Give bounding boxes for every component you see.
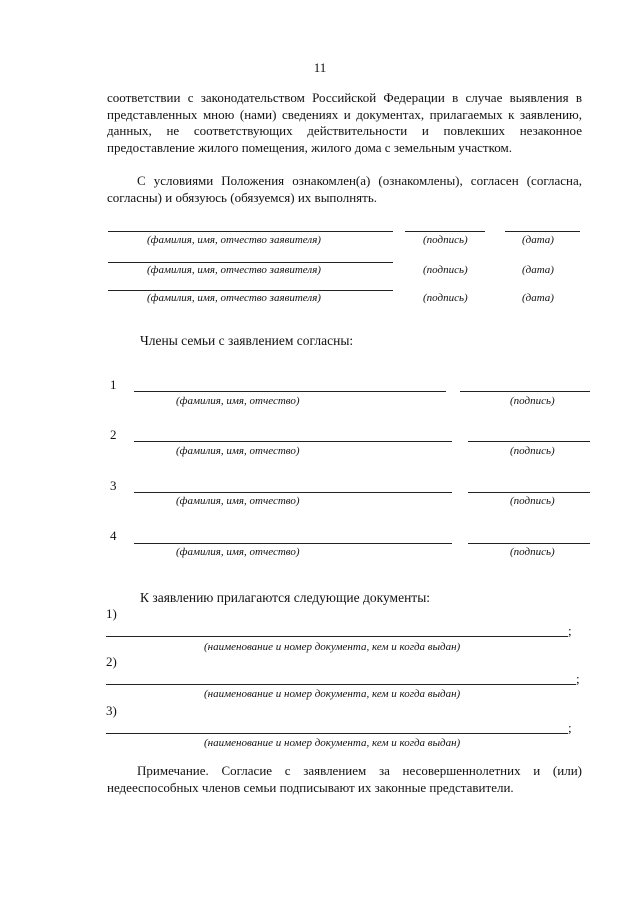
document-line[interactable] <box>106 636 568 637</box>
document-number: 3) <box>106 703 117 718</box>
date-caption: (дата) <box>522 234 554 246</box>
family-heading: Члены семьи с заявлением согласны: <box>140 333 354 348</box>
document-number: 2) <box>106 654 117 669</box>
name-caption: (фамилия, имя, отчество заявителя) <box>147 264 321 276</box>
document-terminator: ; <box>576 671 580 686</box>
date-caption: (дата) <box>522 264 554 276</box>
member-number: 4 <box>110 528 117 543</box>
document-number: 1) <box>106 606 117 621</box>
member-name-caption: (фамилия, имя, отчество) <box>176 546 300 558</box>
member-signature-caption: (подпись) <box>510 546 555 558</box>
signature-line[interactable] <box>405 231 485 232</box>
member-name-caption: (фамилия, имя, отчество) <box>176 495 300 507</box>
member-name-caption: (фамилия, имя, отчество) <box>176 445 300 457</box>
name-line[interactable] <box>108 231 393 232</box>
member-signature-line[interactable] <box>468 543 590 544</box>
document-terminator: ; <box>568 720 572 735</box>
paragraph-continuation: соответствии с законодательством Российской Федерации в случае выявления в представленных мною (нами) сведениях и документах, прилагаемых к заявлению, данных, не соответствующих действительности и повлекших незаконное предоставление жилого помещения, жилого дома с земельным участком. <box>107 90 582 155</box>
member-signature-line[interactable] <box>460 391 590 392</box>
member-name-line[interactable] <box>134 543 452 544</box>
member-name-caption: (фамилия, имя, отчество) <box>176 395 300 407</box>
document-caption: (наименование и номер документа, кем и когда выдан) <box>204 641 461 653</box>
page-number: 11 <box>313 60 327 75</box>
document-line[interactable] <box>106 733 568 734</box>
member-signature-line[interactable] <box>468 492 590 493</box>
document-line[interactable] <box>106 684 576 685</box>
document-terminator: ; <box>568 623 572 638</box>
member-number: 2 <box>110 427 117 442</box>
date-line[interactable] <box>505 231 580 232</box>
documents-heading: К заявлению прилагаются следующие документы: <box>140 590 431 605</box>
name-caption: (фамилия, имя, отчество заявителя) <box>147 292 321 304</box>
name-line[interactable] <box>108 262 393 263</box>
signature-caption: (подпись) <box>423 264 468 276</box>
name-caption: (фамилия, имя, отчество заявителя) <box>147 234 321 246</box>
document-caption: (наименование и номер документа, кем и когда выдан) <box>204 737 461 749</box>
note-paragraph: Примечание. Согласие с заявлением за несовершеннолетних и (или) недееспособных членов семьи подписывают их законные представители. <box>107 763 582 795</box>
member-signature-caption: (подпись) <box>510 495 555 507</box>
member-name-line[interactable] <box>134 492 452 493</box>
agreement-paragraph: С условиями Положения ознакомлен(а) (ознакомлены), согласен (согласна, согласны) и обязуюсь (обязуемся) их выполнять. <box>107 173 582 205</box>
name-line[interactable] <box>108 290 393 291</box>
member-name-line[interactable] <box>134 391 446 392</box>
member-signature-line[interactable] <box>468 441 590 442</box>
date-caption: (дата) <box>522 292 554 304</box>
signature-caption: (подпись) <box>423 234 468 246</box>
member-name-line[interactable] <box>134 441 452 442</box>
member-signature-caption: (подпись) <box>510 395 555 407</box>
member-number: 3 <box>110 478 117 493</box>
member-number: 1 <box>110 377 117 392</box>
document-caption: (наименование и номер документа, кем и когда выдан) <box>204 688 461 700</box>
member-signature-caption: (подпись) <box>510 445 555 457</box>
signature-caption: (подпись) <box>423 292 468 304</box>
